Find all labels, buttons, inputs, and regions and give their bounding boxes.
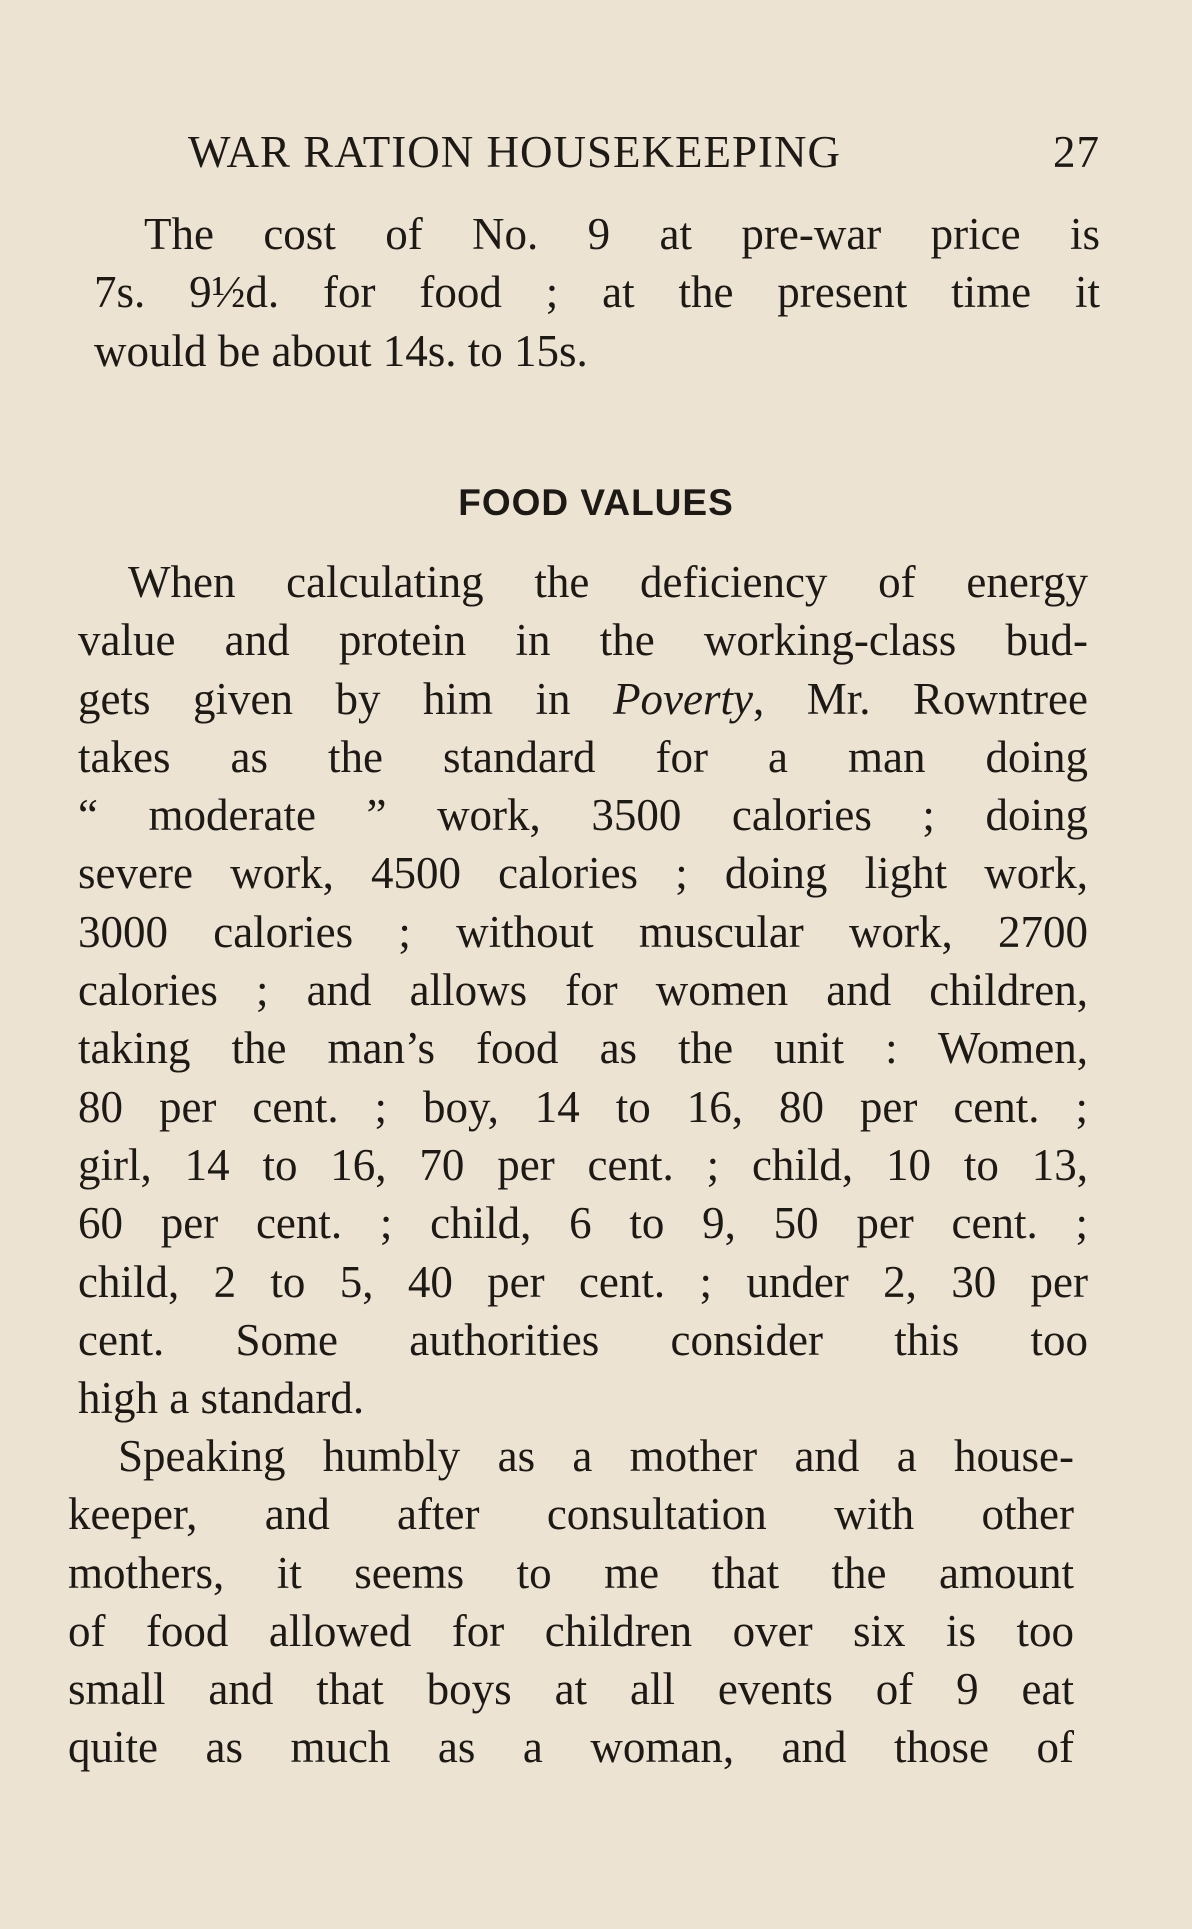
running-head-title: WAR RATION HOUSEKEEPING <box>188 127 841 177</box>
text-line: would be about 14s. to 15s. <box>94 325 588 376</box>
text-line: high a standard. <box>78 1373 365 1424</box>
text-line: 80 per cent. ; boy, 14 to 16, 80 per cent. ; <box>78 1081 1088 1132</box>
text-line: girl, 14 to 16, 70 per cent. ; child, 10 to 13, <box>78 1139 1088 1190</box>
text-line: “ moderate ” work, 3500 calories ; doing <box>78 790 1088 841</box>
text-line: value and protein in the working-class bud- <box>78 615 1088 666</box>
text-line: of food allowed for children over six is too <box>68 1605 1074 1656</box>
text-line: The cost of No. 9 at pre-war price is <box>144 209 1100 259</box>
text-line: small and that boys at all events of 9 eat <box>68 1664 1074 1715</box>
text-line: child, 2 to 5, 40 per cent. ; under 2, 30 per <box>78 1256 1088 1307</box>
paragraph-speaking <box>68 1427 1074 1777</box>
text-line: keeper, and after consultation with other <box>68 1489 1074 1540</box>
text-line: When calculating the deficiency of energy <box>128 557 1088 607</box>
text-fragment: , Mr. Rowntree <box>752 673 1088 724</box>
text-line <box>78 670 1088 728</box>
text-line: takes as the standard for a man doing <box>78 731 1088 782</box>
text-line: cent. Some authorities consider this too <box>78 1314 1088 1365</box>
text-line: Speaking humbly as a mother and a house- <box>118 1431 1074 1481</box>
page-number: 27 <box>1053 127 1100 177</box>
text-line: 60 per cent. ; child, 6 to 9, 50 per cent. ; <box>78 1198 1088 1249</box>
text-fragment: gets given by him in <box>78 673 614 724</box>
book-title-italic: Poverty <box>613 673 753 724</box>
text-line: 3000 calories ; without muscular work, 2700 <box>78 906 1088 957</box>
text-line: calories ; and allows for women and children, <box>78 965 1088 1016</box>
text-line: taking the man’s food as the unit : Women, <box>78 1023 1088 1074</box>
section-heading: FOOD VALUES <box>458 482 734 523</box>
paragraph-food-values <box>78 553 1088 1427</box>
text-line: severe work, 4500 calories ; doing light work, <box>78 848 1088 899</box>
text-line: 7s. 9½d. for food ; at the present time it <box>94 267 1100 318</box>
paragraph-cost <box>94 205 1100 380</box>
text-line: mothers, it seems to me that the amount <box>68 1547 1074 1598</box>
text-line: quite as much as a woman, and those of <box>68 1722 1074 1773</box>
